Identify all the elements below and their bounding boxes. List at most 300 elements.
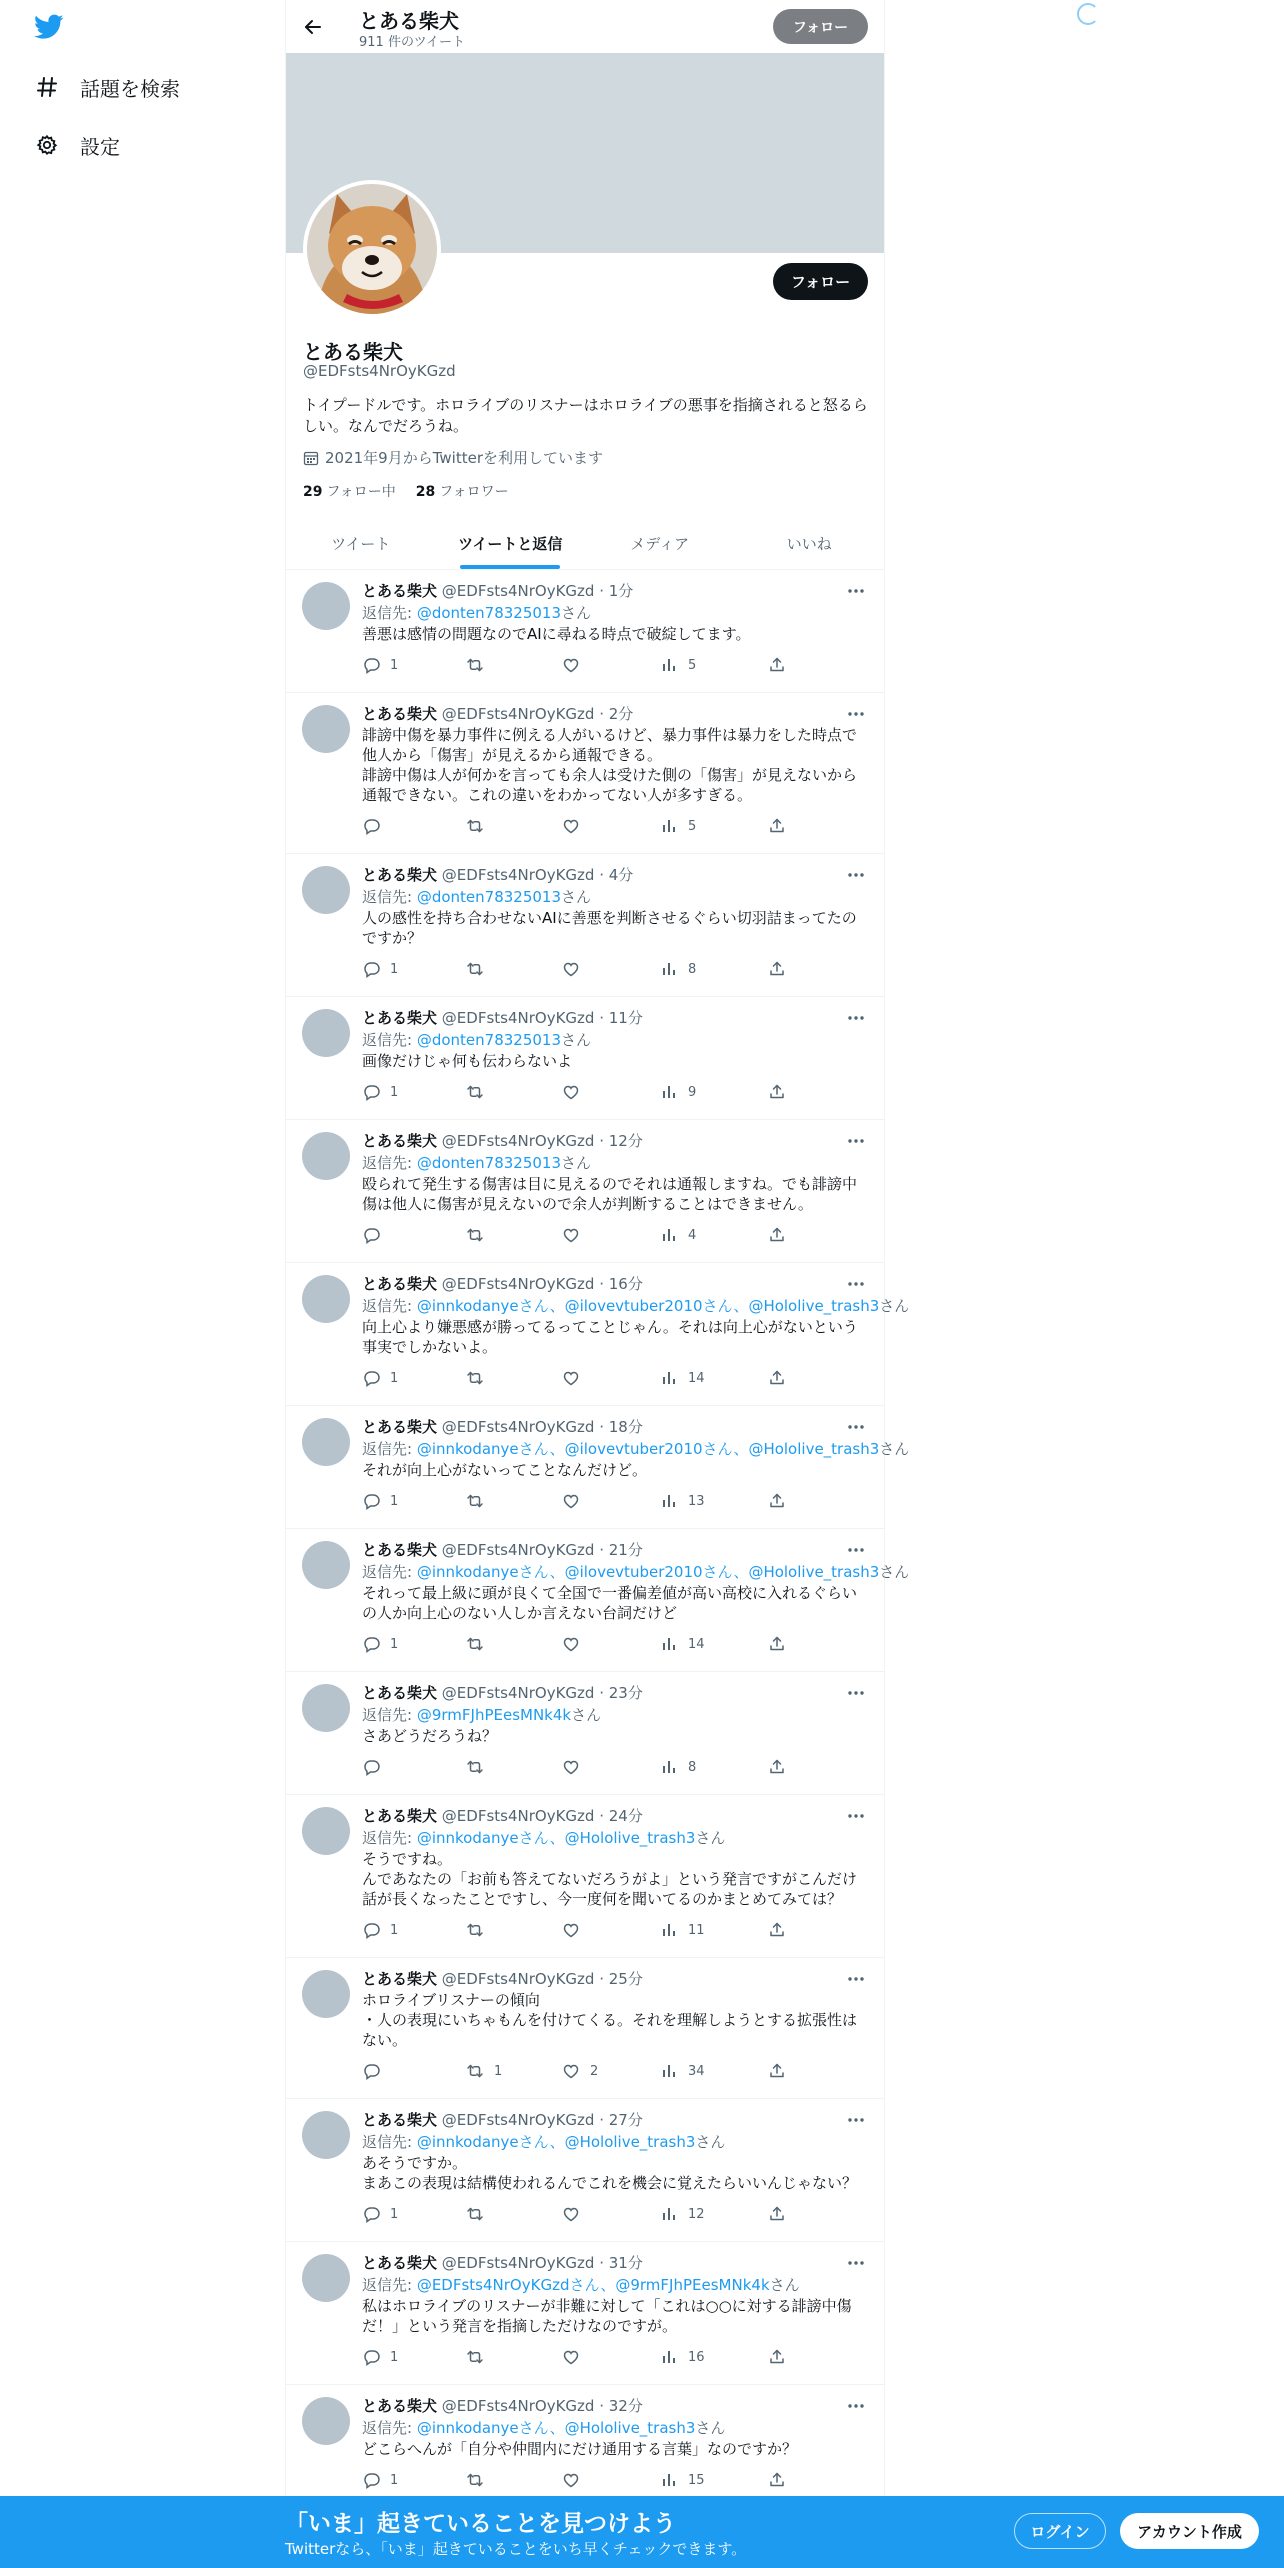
tweet-actions [362,2054,868,2088]
following-count: 29 [303,484,323,500]
tweet-actions [362,2463,868,2497]
login-button[interactable]: ログイン [1014,2513,1106,2549]
views-icon [660,1083,678,1101]
like-button[interactable] [562,1921,590,1939]
like-button[interactable] [562,1492,590,1510]
tweet-header [362,2252,868,2274]
like-icon [562,960,580,978]
views-button[interactable] [660,2062,705,2080]
tweet-author-name[interactable]: とある柴犬 [362,2254,438,2272]
views-icon [660,2205,678,2223]
twitter-logo-icon[interactable] [34,14,64,40]
like-icon [562,656,580,674]
reply-to-suffix: さん [695,1829,726,1847]
reply-button[interactable] [362,1083,398,1101]
reply-to-line [362,1029,868,1051]
tweet-header [362,1416,868,1438]
tweet-actions [362,1750,868,1784]
tweet-header [362,1968,868,1990]
views-count: 14 [688,1636,705,1652]
reply-to-mentions[interactable]: @donten78325013 [416,1031,561,1049]
like-button[interactable] [562,817,590,835]
tweet-header [362,1130,868,1152]
header-tweet-count: 911 件のツイート [359,35,466,50]
signup-banner-subtitle: Twitterなら、「いま」起きていることをいち早くチェックできます。 [285,2540,747,2558]
tweet-header [362,2395,868,2417]
share-icon [768,1758,786,1776]
like-icon [562,1492,580,1510]
tab-tweets-and-replies[interactable]: ツイートと返信 [436,517,586,569]
tweet-avatar[interactable] [302,1541,350,1589]
reply-to-line [362,1704,868,1726]
like-button[interactable] [562,1083,590,1101]
views-button[interactable] [660,2205,705,2223]
tweet-actions [362,809,868,843]
reply-to-prefix: 返信先: [362,604,417,622]
profile-tabs [286,517,884,570]
nav-settings-label: 設定 [80,134,120,159]
like-button[interactable] [562,1369,590,1387]
tab-tweets[interactable]: ツイート [331,534,391,553]
reply-to-prefix: 返信先: [362,2276,417,2294]
retweet-icon [466,1083,484,1101]
followers-stat[interactable] [416,481,509,501]
reply-to-mentions[interactable]: @donten78325013 [416,1154,561,1172]
followers-count: 28 [415,484,436,500]
profile-bio: トイプードルです。ホロライブのリスナーはホロライブの悪事を指摘されると怒るらしい。なんでだろうね。 [303,396,868,435]
reply-button[interactable] [362,1226,390,1244]
nav-explore[interactable] [34,67,180,107]
retweet-icon [466,2205,484,2223]
reply-to-line [362,1295,910,1317]
tweet-actions [362,952,868,986]
tweet-author-name[interactable]: とある柴犬 [362,705,438,723]
tweet-text: 人の感性を持ち合わせないAIに善悪を判断させるぐらい切羽詰まってたのですか？ [362,909,857,947]
tweet-author-name[interactable]: とある柴犬 [362,2111,438,2129]
reply-to-prefix: 返信先: [362,1154,417,1172]
follow-button[interactable]: フォロー [773,263,868,300]
gear-icon [34,132,60,158]
reply-button[interactable] [362,2348,398,2366]
share-icon [768,1369,786,1387]
tweet-avatar[interactable] [302,866,350,914]
retweet-button[interactable] [466,2471,494,2489]
retweet-button[interactable] [466,960,494,978]
more-options-icon[interactable] [844,1007,868,1029]
views-button[interactable] [660,2471,705,2489]
like-button[interactable] [562,656,590,674]
tweet[interactable] [286,1263,910,1406]
tweet[interactable] [286,1120,884,1263]
reply-count: 1 [390,1493,399,1509]
reply-to-suffix: さん [769,2276,800,2294]
retweet-button[interactable] [466,1226,494,1244]
tweet-author-name[interactable]: とある柴犬 [362,1132,438,1150]
tweet-actions [362,648,868,682]
reply-to-mentions[interactable]: @innkodanyeさん、@Hololive_trash3 [416,1829,696,1847]
like-button[interactable] [562,1635,590,1653]
tweet-text: そうですね。 んであなたの「お前も答えてないだろうがよ」という発言ですがこんだけ話が長くなったことですし、今一度何を聞いてるのかまとめてみては？ [362,1850,858,1908]
share-button[interactable] [768,1226,796,1244]
retweet-button[interactable] [466,656,494,674]
views-icon [660,1758,678,1776]
tweet-actions [362,2340,868,2374]
tweet-actions [362,2197,868,2231]
retweet-icon [466,960,484,978]
reply-to-mentions[interactable]: @EDFsts4NrOyKGzdさん、@9rmFJhPEesMNk4k [416,2276,770,2294]
more-options-icon[interactable] [844,1130,868,1152]
reply-to-mentions[interactable]: @donten78325013 [416,888,561,906]
tweet-text: それが向上心がないってことなんだけど。 [362,1461,648,1479]
loading-spinner-icon [1077,3,1099,25]
retweet-button[interactable] [466,2348,494,2366]
header-profile-name: とある柴犬 [359,9,459,33]
reply-to-mentions[interactable]: @innkodanyeさん、@ilovevtuber2010さん、@Hololive_trash3 [416,1563,880,1581]
calendar-icon [303,450,319,466]
more-options-icon[interactable] [844,1416,868,1438]
tweet-meta: @EDFsts4NrOyKGzd · 27分 [441,2111,643,2129]
reply-to-prefix: 返信先: [362,1706,417,1724]
tweet-author-name[interactable]: とある柴犬 [362,1418,438,1436]
more-options-icon[interactable] [844,2109,868,2131]
like-icon [562,1083,580,1101]
tweet-avatar[interactable] [302,2254,350,2302]
like-icon [562,2062,580,2080]
tweet-meta: @EDFsts4NrOyKGzd · 1分 [441,582,634,600]
tab-media[interactable]: メディア [630,534,690,553]
reply-to-prefix: 返信先: [362,2133,417,2151]
retweet-icon [466,2471,484,2489]
tweet-text: どこらへんが「自分や仲間内にだけ通用する言葉」なのですか？ [362,2440,798,2458]
share-button[interactable] [768,1758,796,1776]
reply-to-suffix: さん [561,604,592,622]
tweet-avatar[interactable] [302,2397,350,2445]
tweet-author-name[interactable]: とある柴犬 [362,1970,438,1988]
retweet-button[interactable] [466,2205,494,2223]
tweet-text: あそうですか。 まあこの表現は結構使われるんでこれを機会に覚えたらいいんじゃない？ [362,2154,858,2192]
reply-icon [362,656,380,674]
tweet-author-name[interactable]: とある柴犬 [362,1807,438,1825]
tweet-actions [362,1627,868,1661]
like-icon [562,1635,580,1653]
tweet-text: 向上心より嫌悪感が勝ってるってことじゃん。それは向上心がないという事実でしかないよ。 [362,1318,858,1356]
more-options-icon[interactable] [844,580,868,602]
views-icon [660,960,678,978]
views-icon [660,2348,678,2366]
retweet-icon [466,2062,484,2080]
reply-to-mentions[interactable]: @donten78325013 [416,604,561,622]
tweet-meta: @EDFsts4NrOyKGzd · 12分 [441,1132,643,1150]
views-icon [660,656,678,674]
views-count: 16 [688,2349,705,2365]
back-button[interactable] [296,10,330,44]
reply-count: 1 [390,2472,399,2488]
views-count: 15 [688,2472,705,2488]
share-icon [768,1492,786,1510]
tweet-author-name[interactable]: とある柴犬 [362,866,438,884]
following-stat[interactable] [303,481,396,501]
share-button[interactable] [768,2205,796,2223]
tweet-meta: @EDFsts4NrOyKGzd · 11分 [441,1009,643,1027]
more-options-icon[interactable] [844,864,868,886]
share-button[interactable] [768,2471,796,2489]
share-button[interactable] [768,960,796,978]
profile-avatar[interactable] [303,180,441,318]
more-options-icon[interactable] [844,2252,868,2274]
tweet-text: さあどうだろうね？ [362,1727,498,1745]
views-count: 13 [688,1493,705,1509]
tweet[interactable] [286,2385,884,2508]
views-button[interactable] [660,1758,696,1776]
reply-to-suffix: さん [571,1706,602,1724]
reply-to-mentions[interactable]: @innkodanyeさん、@Hololive_trash3 [416,2419,696,2437]
tweet-avatar[interactable] [302,1970,350,2018]
reply-button[interactable] [362,656,398,674]
more-options-icon[interactable] [844,1273,868,1295]
reply-to-suffix: さん [561,1154,592,1172]
more-options-icon[interactable] [844,1968,868,1990]
profile-stats [303,481,509,501]
reply-icon [362,1921,380,1939]
retweet-button[interactable] [466,817,494,835]
tweet[interactable] [286,570,884,693]
views-button[interactable] [660,1921,705,1939]
profile-joined [303,447,603,468]
tweet-meta: @EDFsts4NrOyKGzd · 24分 [441,1807,643,1825]
views-button[interactable] [660,817,696,835]
share-button[interactable] [768,1492,796,1510]
share-button[interactable] [768,817,796,835]
following-label: フォロー中 [326,484,396,500]
reply-icon [362,1758,380,1776]
reply-to-prefix: 返信先: [362,888,417,906]
tweet-header [362,1273,868,1295]
reply-icon [362,817,380,835]
reply-button[interactable] [362,2205,398,2223]
like-icon [562,2348,580,2366]
share-icon [768,1226,786,1244]
views-button[interactable] [660,2348,705,2366]
tweet-avatar[interactable] [302,1009,350,1057]
tweet[interactable] [286,997,884,1120]
reply-button[interactable] [362,2062,390,2080]
reply-button[interactable] [362,1635,398,1653]
tweet-author-name[interactable]: とある柴犬 [362,582,438,600]
tweet-header [362,1007,868,1029]
tweet[interactable] [286,2242,884,2385]
tweet-text: それって最上級に頭が良くて全国で一番偏差値が高い高校に入れるぐらいの人か向上心のない人しか言えない台詞だけど [362,1584,858,1622]
reply-count: 1 [390,1636,399,1652]
tweet-header [362,2109,868,2131]
views-count: 34 [688,2063,705,2079]
like-button[interactable] [562,960,590,978]
tweet-avatar[interactable] [302,1275,350,1323]
tweet[interactable] [286,1406,910,1529]
back-arrow-icon [303,17,323,37]
reply-to-suffix: さん [561,888,592,906]
tweet-author-name[interactable]: とある柴犬 [362,2397,438,2415]
create-account-button[interactable]: アカウント作成 [1120,2513,1259,2549]
tweet-avatar[interactable] [302,1418,350,1466]
like-icon [562,1226,580,1244]
tweet[interactable] [286,1958,884,2099]
share-button[interactable] [768,1083,796,1101]
tweet-meta: @EDFsts4NrOyKGzd · 25分 [441,1970,643,1988]
tweet-header [362,1682,868,1704]
reply-count: 1 [390,1084,399,1100]
share-button[interactable] [768,1369,796,1387]
reply-button[interactable] [362,817,390,835]
like-icon [562,1369,580,1387]
tweet-avatar[interactable] [302,1132,350,1180]
tweet-actions [362,1913,868,1947]
tweet-author-name[interactable]: とある柴犬 [362,1275,438,1293]
reply-to-suffix: さん [879,1297,910,1315]
tweet-avatar[interactable] [302,582,350,630]
reply-to-mentions[interactable]: @innkodanyeさん、@Hololive_trash3 [416,2133,696,2151]
retweet-button[interactable] [466,1635,494,1653]
retweet-icon [466,1921,484,1939]
retweet-icon [466,1226,484,1244]
tweet-meta: @EDFsts4NrOyKGzd · 2分 [441,705,634,723]
reply-to-mentions[interactable]: @innkodanyeさん、@ilovevtuber2010さん、@Hololive_trash3 [416,1440,880,1458]
share-button[interactable] [768,1921,796,1939]
tweet[interactable] [286,1529,910,1672]
tweet-avatar[interactable] [302,1807,350,1855]
reply-count: 1 [390,961,399,977]
tweet[interactable] [286,1672,884,1795]
retweet-button[interactable] [466,1369,494,1387]
share-button[interactable] [768,2062,796,2080]
reply-to-line [362,1827,868,1849]
reply-to-line [362,602,868,624]
reply-to-mentions[interactable]: @9rmFJhPEesMNk4k [416,1706,572,1724]
retweet-icon [466,1369,484,1387]
views-button[interactable] [660,1635,705,1653]
reply-icon [362,1083,380,1101]
reply-icon [362,1492,380,1510]
tab-likes[interactable]: いいね [786,534,832,553]
reply-icon [362,1369,380,1387]
reply-icon [362,2062,380,2080]
tweet-avatar[interactable] [302,2111,350,2159]
tweet-header [362,1539,868,1561]
tweet-avatar[interactable] [302,1684,350,1732]
tweet-author-name[interactable]: とある柴犬 [362,1541,438,1559]
views-count: 5 [688,818,697,834]
tweet[interactable] [286,693,884,854]
nav-settings[interactable] [34,125,120,165]
tweet-meta: @EDFsts4NrOyKGzd · 23分 [441,1684,643,1702]
reply-count: 1 [390,657,399,673]
more-options-icon[interactable] [844,2395,868,2417]
reply-count: 1 [390,2206,399,2222]
like-icon [562,817,580,835]
like-button[interactable] [562,2348,590,2366]
retweet-button[interactable] [466,1083,494,1101]
reply-button[interactable] [362,1921,398,1939]
reply-button[interactable] [362,960,398,978]
views-button[interactable] [660,656,696,674]
reply-button[interactable] [362,1492,398,1510]
retweet-count: 1 [494,2063,503,2079]
like-icon [562,2205,580,2223]
nav-explore-label: 話題を検索 [80,76,180,101]
shiba-dog-avatar-image [307,184,437,314]
reply-button[interactable] [362,1758,390,1776]
views-button[interactable] [660,960,696,978]
more-options-icon[interactable] [844,1539,868,1561]
reply-to-mentions[interactable]: @innkodanyeさん、@ilovevtuber2010さん、@Hololive_trash3 [416,1297,880,1315]
like-button[interactable] [562,2062,598,2080]
tweet[interactable] [286,1795,884,1958]
views-button[interactable] [660,1226,696,1244]
tweet-author-name[interactable]: とある柴犬 [362,1684,438,1702]
retweet-button[interactable] [466,1492,494,1510]
tweet-meta: @EDFsts4NrOyKGzd · 16分 [441,1275,643,1293]
tweet-text: 画像だけじゃ何も伝わらないよ [362,1052,573,1070]
profile-header-bar [286,0,884,53]
views-icon [660,1226,678,1244]
share-icon [768,1083,786,1101]
reply-to-prefix: 返信先: [362,1563,417,1581]
tweet-text: 殴られて発生する傷害は目に見えるのでそれは通報しますね。でも誹謗中傷は他人に傷害が見えないので余人が判断することはできません。 [362,1175,858,1213]
views-button[interactable] [660,1083,696,1101]
reply-button[interactable] [362,1369,398,1387]
share-icon [768,1921,786,1939]
reply-button[interactable] [362,2471,398,2489]
tweet[interactable] [286,2099,884,2242]
like-button[interactable] [562,2471,590,2489]
header-follow-button[interactable]: フォロー [773,9,868,44]
share-icon [768,2205,786,2223]
views-button[interactable] [660,1369,705,1387]
more-options-icon[interactable] [844,1805,868,1827]
share-button[interactable] [768,2348,796,2366]
retweet-icon [466,1758,484,1776]
followers-label: フォロワー [439,484,509,500]
views-count: 14 [688,1370,705,1386]
reply-count: 1 [390,1922,399,1938]
tweet-avatar[interactable] [302,705,350,753]
tweet-meta: @EDFsts4NrOyKGzd · 31分 [441,2254,643,2272]
retweet-button[interactable] [466,2062,502,2080]
reply-to-line [362,886,868,908]
retweet-button[interactable] [466,1758,494,1776]
more-options-icon[interactable] [844,703,868,725]
tweet[interactable] [286,854,884,997]
retweet-icon [466,1635,484,1653]
like-icon [562,1921,580,1939]
tweet-actions [362,1361,868,1395]
like-button[interactable] [562,1226,590,1244]
share-icon [768,2471,786,2489]
retweet-button[interactable] [466,1921,494,1939]
reply-to-suffix: さん [879,1440,910,1458]
tweet-author-name[interactable]: とある柴犬 [362,1009,438,1027]
views-button[interactable] [660,1492,705,1510]
share-button[interactable] [768,656,796,674]
retweet-icon [466,656,484,674]
tweet-meta: @EDFsts4NrOyKGzd · 4分 [441,866,634,884]
share-icon [768,2062,786,2080]
like-button[interactable] [562,1758,590,1776]
views-icon [660,2062,678,2080]
like-button[interactable] [562,2205,590,2223]
more-options-icon[interactable] [844,1682,868,1704]
tweet-feed [286,570,910,2508]
share-button[interactable] [768,1635,796,1653]
